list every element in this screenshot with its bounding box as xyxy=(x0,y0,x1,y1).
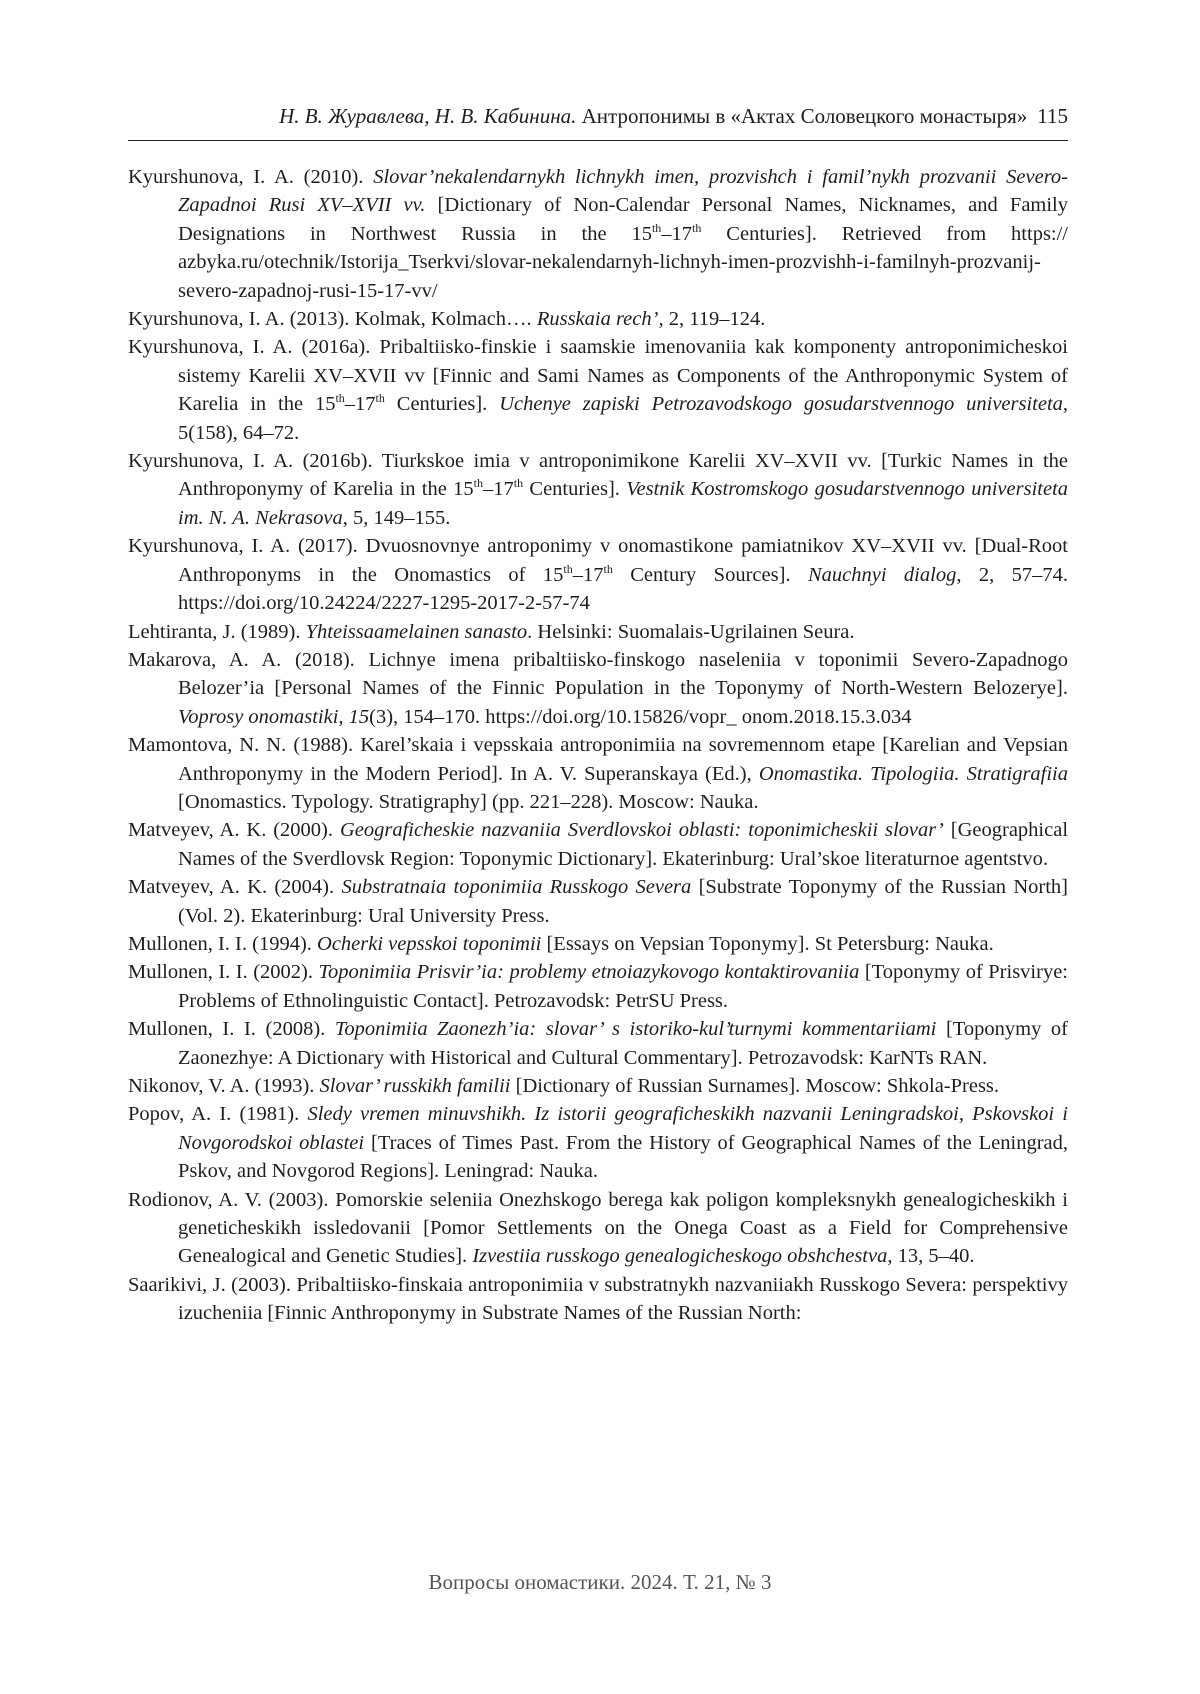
header-authors: Н. В. Журавлева, Н. В. Кабинина. xyxy=(279,104,577,128)
reference-author: Matveyev, A. K. (2004). xyxy=(128,876,335,899)
superscript: th xyxy=(473,476,483,491)
reference-text: –17 xyxy=(483,478,514,501)
reference-entry xyxy=(128,333,1068,447)
reference-entry xyxy=(128,532,1068,617)
reference-text: [Dictionary of Russian Surnames]. Moscow: Shkola-Press. xyxy=(515,1075,1000,1097)
reference-text: Saarikivi, J. (2003). Pribaltiisko-finskaia antroponimiia v substratnykh nazvaniiakh Russkogo Severa: perspektivy izucheniia [Finnic Anthroponymy in Substrate Names of the Russian North: xyxy=(128,1273,1068,1325)
reference-text: [Toponymy of Zaonezhye: A Dictionary with Historical and Cultural Commentary]. Petrozavodsk: KarNTs RAN. xyxy=(178,1018,1068,1069)
reference-author: Matveyev, A. K. (2000). xyxy=(128,819,334,842)
running-footer: Вопросы ономастики. 2024. Т. 21, № 3 xyxy=(428,1570,772,1594)
reference-entry xyxy=(128,447,1068,532)
superscript: th xyxy=(692,220,702,235)
reference-journal: Nauchnyi dialog xyxy=(807,563,957,586)
reference-text: (3), 154–170. https://doi.org/10.15826/vopr_ onom.2018.15.3.034 xyxy=(369,705,912,728)
reference-title: Toponimiia Zaonezh’ia: slovar’ s istoriko-kul’turnymi kommentariiami xyxy=(334,1018,937,1041)
reference-text: , 5, 149–155. xyxy=(342,506,451,529)
reference-author: Mullonen, I. I. (2002). xyxy=(128,961,313,984)
page-number: 115 xyxy=(1037,104,1068,128)
reference-author: Kyurshunova, I. A. (2013). Kolmak, Kolmach…. xyxy=(128,308,532,331)
reference-entry xyxy=(128,305,1068,333)
reference-title: Onomastika. Tipologiia. Stratigrafiia xyxy=(758,762,1069,785)
reference-title: Geograficheskie nazvaniia Sverdlovskoi oblasti: toponimicheskii slovar’ xyxy=(339,819,944,842)
reference-entry xyxy=(128,816,1068,873)
header-rule xyxy=(128,140,1068,141)
reference-text: [Essays on Vepsian Toponymy]. St Petersburg: Nauka. xyxy=(546,932,994,955)
reference-title: Substratnaia toponimiia Russkogo Severa xyxy=(341,876,692,899)
superscript: th xyxy=(651,220,662,235)
reference-title: Ocherki vepsskoi toponimii xyxy=(317,932,542,955)
reference-text: [Dictionary of Non-Calendar Personal Names, Nicknames, and Family Designations in Northwest Russia in the 15 xyxy=(178,194,1069,245)
header-title: Антропонимы в «Актах Соловецкого монастыря» xyxy=(581,104,1028,128)
reference-entry xyxy=(128,1186,1068,1271)
superscript: th xyxy=(603,561,613,576)
reference-text: Centuries]. xyxy=(396,393,488,416)
reference-entry xyxy=(128,1015,1068,1072)
reference-entry xyxy=(128,1072,1068,1100)
reference-text: –17 xyxy=(344,393,376,416)
reference-journal: Uchenye zapiski Petrozavodskogo gosudarstvennogo universiteta xyxy=(499,393,1063,416)
reference-entry xyxy=(128,958,1068,1015)
reference-text: Century Sources]. xyxy=(630,563,791,586)
reference-entry xyxy=(128,1100,1068,1185)
reference-author: Nikonov, V. A. (1993). xyxy=(128,1075,315,1097)
superscript: th xyxy=(563,561,573,576)
reference-entry xyxy=(128,873,1068,930)
reference-journal: Izvestiia russkogo genealogicheskogo obshchestva xyxy=(472,1245,888,1268)
reference-text: Makarova, A. A. (2018). Lichnye imena pribaltiisko-finskogo naseleniia v toponimii Severo-Zapadnogo Belozer’ia [Personal Names of the Finnic Population in the Toponymy of North-Western Belozerye]. xyxy=(128,648,1068,700)
reference-entry xyxy=(128,930,1068,958)
reference-text: Centuries]. xyxy=(529,478,620,501)
reference-entry xyxy=(128,1271,1068,1328)
reference-title: Yhteissaamelainen sanasto xyxy=(305,620,528,643)
reference-title: Slovar’ russkikh familii xyxy=(319,1075,511,1097)
reference-entry xyxy=(128,731,1068,816)
reference-text: Kyurshunova, I. A. (2017). Dvuosnovnye antroponimy v onomastikone pamiatnikov XV–XVII vv. [Dual-Root Anthroponyms in the Onomastics of 15 xyxy=(128,535,1068,586)
reference-text: , 2, 119–124. xyxy=(658,308,766,331)
superscript: th xyxy=(375,391,385,406)
reference-text: [Onomastics. Typology. Stratigraphy] (pp. 221–228). Moscow: Nauka. xyxy=(178,790,759,813)
reference-entry xyxy=(128,618,1068,646)
reference-text: [Substrate Toponymy of the Russian North] (Vol. 2). Ekaterinburg: Ural University Press. xyxy=(178,876,1068,927)
reference-text: [Traces of Times Past. From the History of Geographical Names of the Leningrad, Pskov, and Novgorod Regions]. Leningrad: Nauka. xyxy=(178,1131,1068,1183)
reference-text: [Toponymy of Prisvirye: Problems of Ethnolinguistic Contact]. Petrozavodsk: PetrSU Press. xyxy=(178,961,1068,1012)
reference-text: [Geographical Names of the Sverdlovsk Region: Toponymic Dictionary]. Ekaterinburg: Ural’skoe literaturnoe agentstvo. xyxy=(178,819,1069,870)
reference-entry xyxy=(128,163,1068,305)
reference-title: Slovar’nekalendarnykh lichnykh imen, prozvishch i famil’nykh prozvanii Severo-Zapadnoi Rusi XV–XVII vv. xyxy=(178,166,1068,217)
reference-author: Kyurshunova, I. A. (2010). xyxy=(128,166,364,188)
reference-text: , 13, 5–40. xyxy=(887,1245,975,1268)
reference-entry xyxy=(128,646,1068,731)
reference-text: Kyurshunova, I. A. (2016a). Pribaltiisko-finskie i saamskie imenovaniia kak komponenty antroponimicheskoi sistemy Karelii XV–XVII vv [Finnic and Sami Names as Components of the Anthroponymic System of Karelia in the 15 xyxy=(128,336,1068,416)
reference-text: Mamontova, N. N. (1988). Karel’skaia i vepsskaia antroponimiia na sovremennom etape [Karelian and Vepsian Anthroponymy in the Modern Period]. In A. V. Superanskaya (Ed.), xyxy=(128,734,1068,785)
running-header xyxy=(128,102,1068,130)
reference-journal: Vestnik Kostromskogo gosudarstvennogo universiteta im. N. A. Nekrasova xyxy=(178,478,1069,529)
reference-title: Sledy vremen minuvshikh. Iz istorii geograficheskikh nazvanii Leningradskoi, Pskovskoi i Novgorodskoi oblastei xyxy=(178,1103,1068,1154)
superscript: th xyxy=(513,476,524,491)
superscript: th xyxy=(335,391,345,406)
reference-text: , 2, 57–74. https://doi.org/10.24224/2227-1295-2017-2-57-74 xyxy=(178,563,1069,615)
reference-author: Mullonen, I. I. (2008). xyxy=(128,1018,326,1041)
reference-text: –17 xyxy=(572,563,604,586)
reference-text: Centuries]. Retrieved from https:// azbyka.ru/otechnik/Istorija_Tserkvi/slovar-nekalendarnyh-lichnyh-imen-prozvishh-i-familnyh-prozvanij-severo-zapadnoj-rusi-15-17-vv/ xyxy=(178,222,1069,302)
reference-text: Rodionov, A. V. (2003). Pomorskie seleniia Onezhskogo berega kak poligon kompleksnykh genealogicheskikh i geneticheskikh issledovanii [Pomor Settlements on the Onega Coast as a Field for Comprehensive Genealogical and Genetic Studies]. xyxy=(128,1188,1068,1268)
reference-list xyxy=(128,163,1068,1328)
reference-text: . Helsinki: Suomalais-Ugrilainen Seura. xyxy=(527,620,855,643)
reference-author: Lehtiranta, J. (1989). xyxy=(128,620,301,643)
reference-text: , 5(158), 64–72. xyxy=(178,393,1069,444)
reference-text: –17 xyxy=(661,222,693,245)
reference-journal: Voprosy onomastiki, 15 xyxy=(178,705,370,728)
reference-author: Popov, A. I. (1981). xyxy=(128,1103,300,1126)
reference-title: Toponimiia Prisvir’ia: problemy etnoiazykovogo kontaktirovaniia xyxy=(318,961,860,984)
reference-author: Mullonen, I. I. (1994). xyxy=(128,932,312,955)
reference-text: Kyurshunova, I. A. (2016b). Tiurkskoe imia v antroponimikone Karelii XV–XVII vv. [Turkic Names in the Anthroponymy of Karelia in the 15 xyxy=(128,450,1068,501)
reference-title: Russkaia rech’ xyxy=(536,308,659,331)
